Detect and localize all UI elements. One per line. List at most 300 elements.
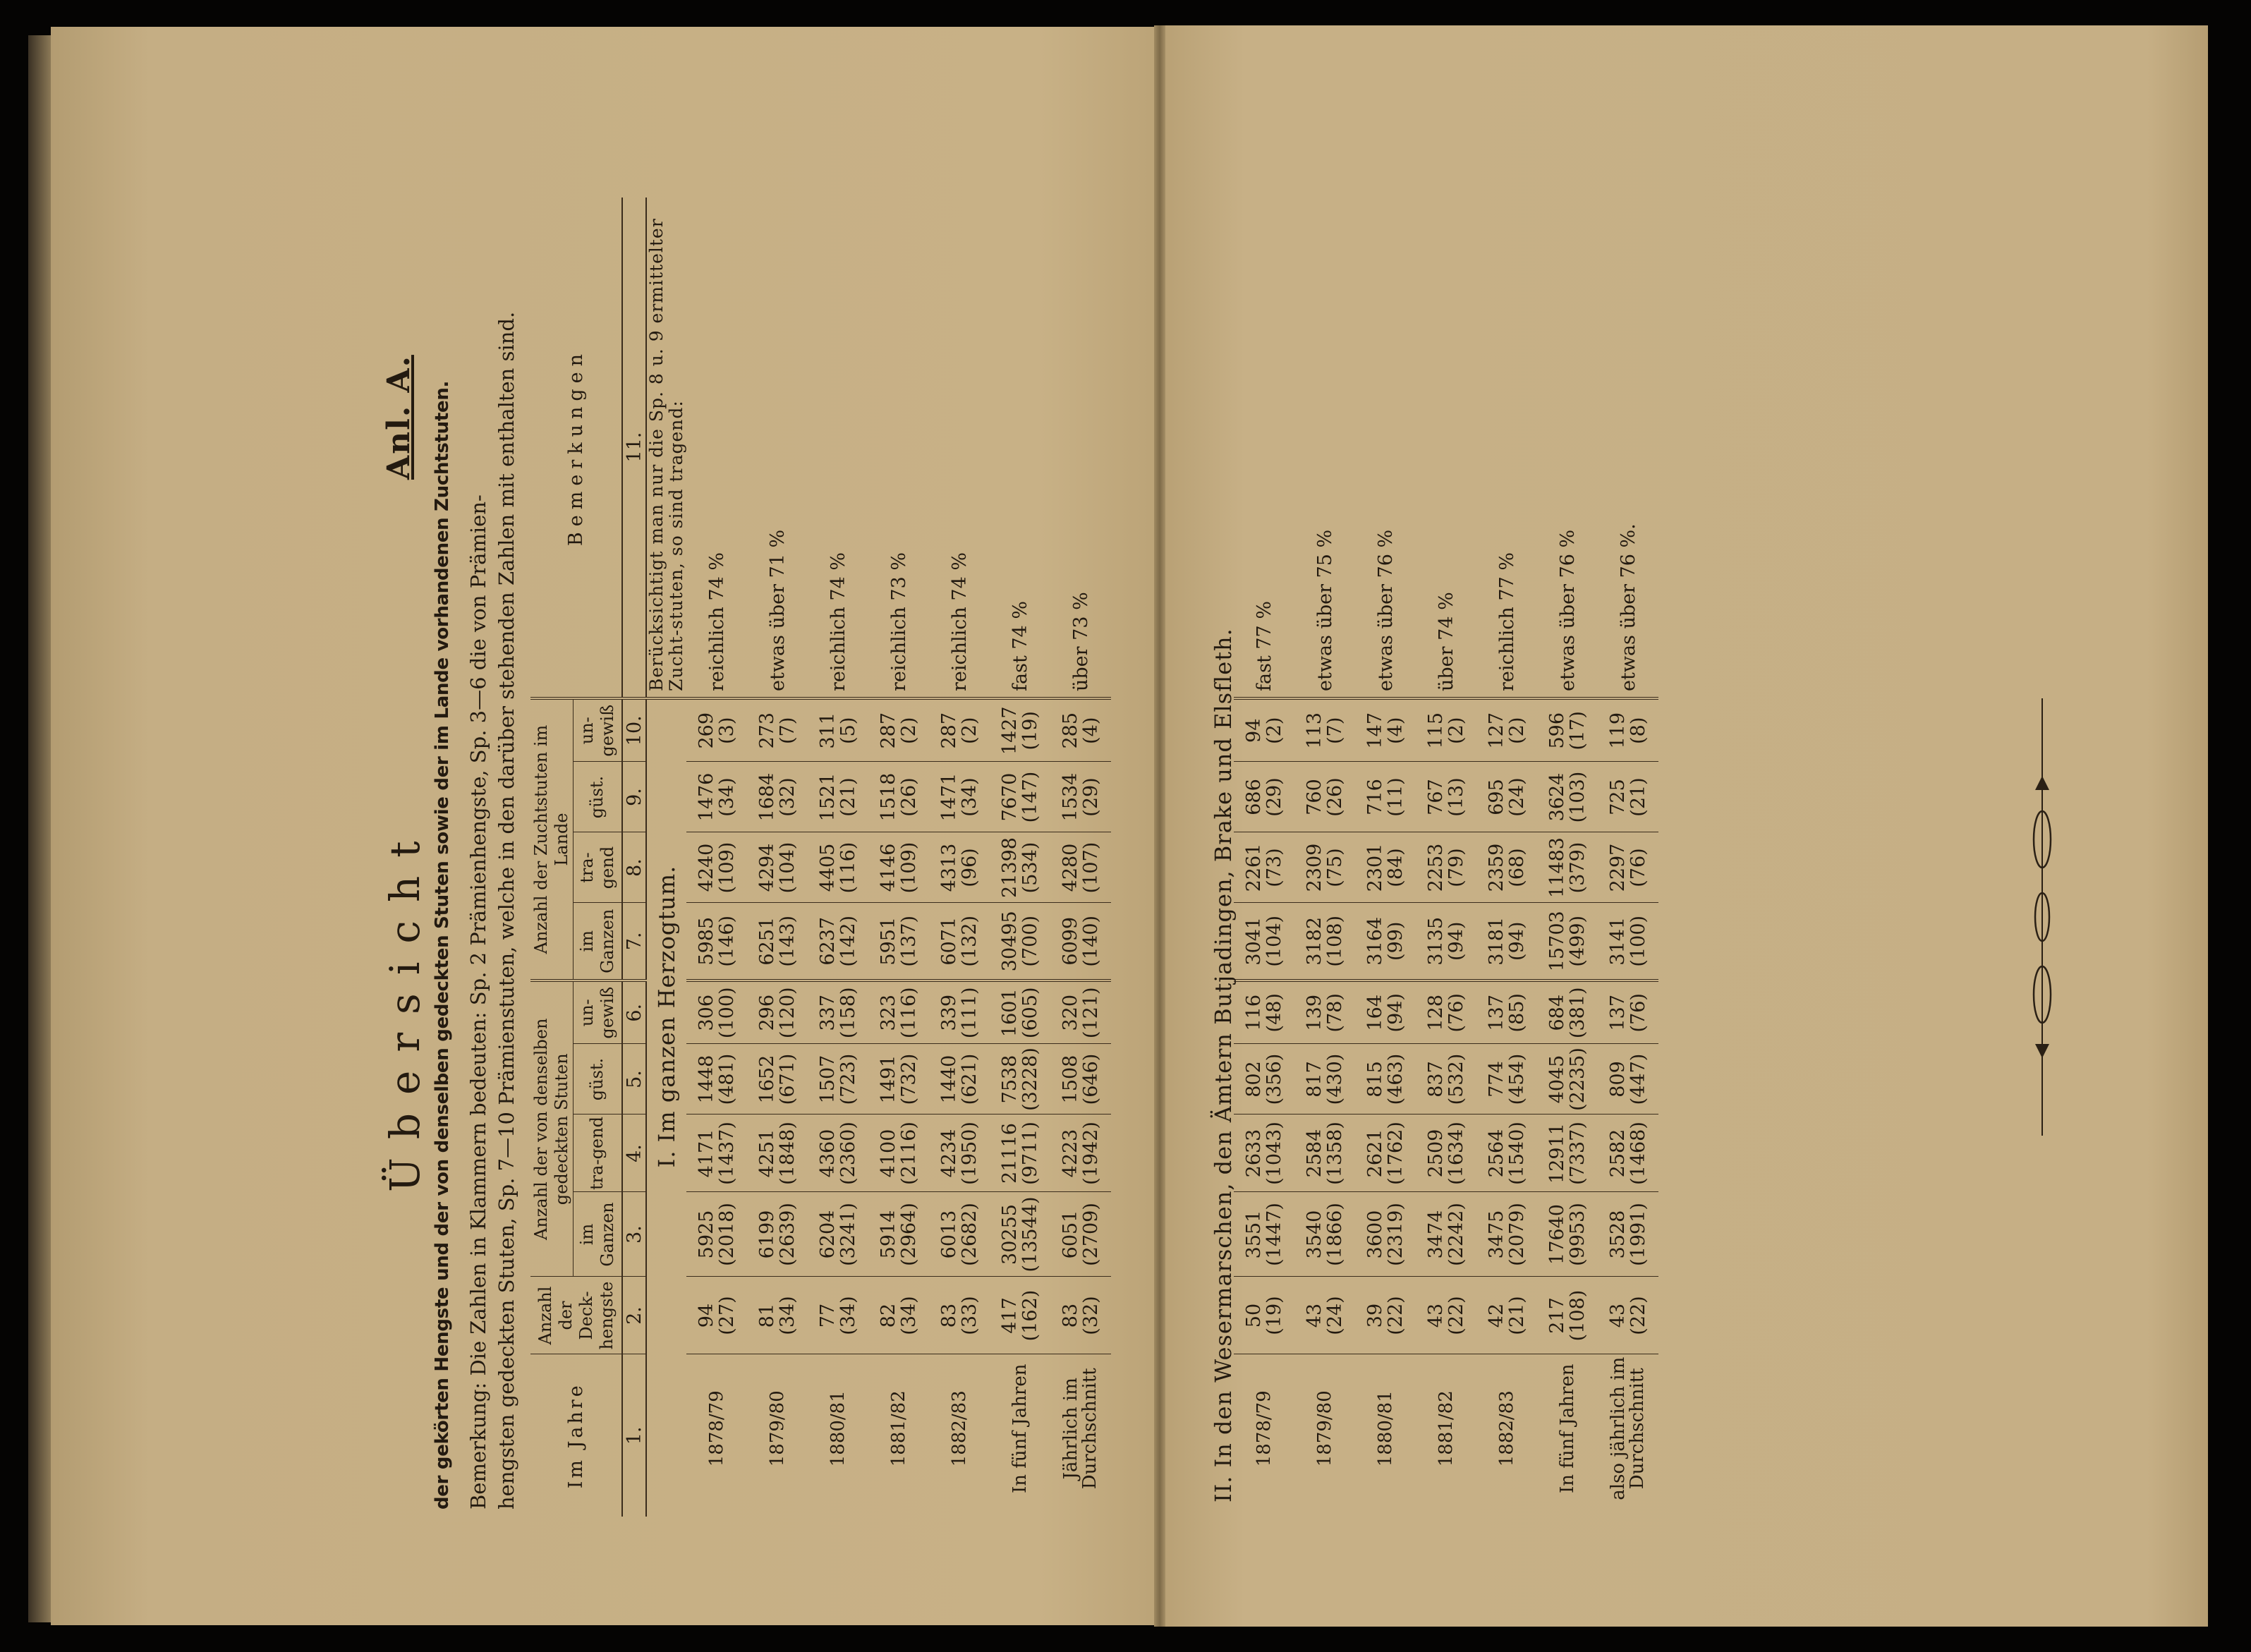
cell-premium-value: (108): [1324, 915, 1346, 967]
cell-col-8: [1476, 832, 1537, 903]
table-row: [686, 198, 747, 1517]
cell-col-9: [747, 762, 808, 832]
cell-premium-value: (7): [777, 717, 799, 744]
cell-col-2: [1598, 1277, 1658, 1354]
row-year: In fünf Jahren: [1556, 1363, 1578, 1494]
cell-premium-value: (7337): [1567, 1122, 1589, 1185]
cell-value: 6071: [938, 916, 960, 966]
cell-premium-value: (1447): [1263, 1203, 1285, 1266]
cell-col-7: [808, 903, 868, 980]
cell-value: 3528: [1607, 1210, 1629, 1259]
cell-premium-value: (34): [837, 1296, 859, 1335]
cell-col-9: [1050, 762, 1111, 832]
cell-col-10: [929, 698, 990, 762]
cell-value: 273: [756, 712, 778, 749]
cell-value: 5951: [878, 916, 899, 966]
row-year: 1879/80: [766, 1390, 788, 1467]
cell-premium-value: (19): [1019, 711, 1041, 751]
remark-line-2: hengsten gedeckten Stuten, Sp. 7—10 Prämienstuten, welche in den darüber stehenden Zahlen mit enthalten sind.: [495, 311, 518, 1510]
cell-value: 7538: [999, 1055, 1021, 1104]
cell-value: 83: [1060, 1303, 1081, 1328]
cell-value: 774: [1486, 1061, 1507, 1098]
cell-col-3: [1294, 1192, 1355, 1277]
cell-premium-value: (104): [1263, 915, 1285, 967]
header-guest: güst.: [573, 1044, 622, 1115]
cell-col-6: [1537, 980, 1598, 1044]
cell-col-3: [1476, 1192, 1537, 1277]
cell-value: 809: [1607, 1061, 1629, 1098]
cell-premium-value: (75): [1324, 848, 1346, 887]
cell-value: 6199: [756, 1210, 778, 1259]
cell-premium-value: (2079): [1506, 1203, 1528, 1266]
header-im-jahre: Im Jahre: [530, 1354, 622, 1517]
cell-value: 21398: [999, 837, 1021, 898]
cell-premium-value: (111): [959, 987, 981, 1039]
cell-col-2: [1294, 1277, 1355, 1354]
cell-value: 12911: [1546, 1123, 1568, 1184]
cell-value: 1476: [696, 772, 717, 822]
cell-value: 311: [817, 712, 839, 749]
cell-col-7: [686, 903, 747, 980]
cell-premium-value: (499): [1567, 915, 1589, 967]
cell-premium-value: (534): [1019, 842, 1041, 894]
cell-col-7: [1598, 903, 1658, 980]
cell-value: 164: [1364, 994, 1386, 1031]
cell-premium-value: (116): [837, 842, 859, 894]
cell-value: 42: [1486, 1303, 1507, 1328]
cell-value: 837: [1425, 1061, 1447, 1098]
table-row: [1416, 198, 1476, 1517]
cell-col-4: [686, 1115, 747, 1192]
table-row: [747, 198, 808, 1517]
row-year: Jährlich im Durchschnitt: [1060, 1368, 1100, 1490]
cell-value: 30495: [999, 911, 1021, 972]
cell-col-4: [1537, 1115, 1598, 1192]
cell-premium-value: (68): [1506, 848, 1528, 887]
column-numbers: [622, 198, 646, 1517]
cell-value: 5914: [878, 1210, 899, 1259]
cell-value: 113: [1304, 712, 1325, 749]
cell-value: 15703: [1546, 911, 1568, 972]
cell-col-5: [1050, 1044, 1111, 1115]
cell-value: 217: [1546, 1297, 1568, 1334]
cell-value: 5985: [696, 916, 717, 966]
cell-col-9: [1598, 762, 1658, 832]
cell-premium-value: (21): [1506, 1296, 1528, 1335]
row-remark: etwas über 76 %.: [1598, 198, 1658, 698]
col-num-3: 3.: [622, 1192, 646, 1277]
cell-value: 815: [1364, 1061, 1386, 1098]
cell-value: 1521: [817, 772, 839, 822]
cell-col-2: [1234, 1277, 1294, 1354]
cell-col-7: [1294, 903, 1355, 980]
cell-col-2: [1050, 1277, 1111, 1354]
cell-premium-value: (3228): [1019, 1047, 1041, 1111]
cell-value: 287: [878, 712, 899, 749]
cell-premium-value: (17): [1567, 711, 1589, 751]
cell-premium-value: (2709): [1080, 1203, 1102, 1266]
cell-premium-value: (11): [1385, 777, 1407, 817]
cell-premium-value: (158): [837, 987, 859, 1039]
cell-col-4: [1234, 1115, 1294, 1192]
cell-col-9: [1294, 762, 1355, 832]
cell-value: 1652: [756, 1055, 778, 1104]
cell-premium-value: (646): [1080, 1053, 1102, 1105]
cell-value: 4223: [1060, 1129, 1081, 1178]
section-row: [646, 198, 686, 1517]
cell-premium-value: (109): [898, 842, 920, 894]
section-title-wesermarsch: II. In den Wesermarschen, den Ämtern Butjadingen, Brake und Elsfleth.: [1210, 628, 1237, 1502]
cell-value: 21116: [999, 1123, 1021, 1184]
cell-value: 296: [756, 994, 778, 1031]
cell-col-6: [868, 980, 929, 1044]
cell-value: 30255: [999, 1204, 1021, 1265]
cell-premium-value: (2242): [1445, 1203, 1467, 1266]
cell-premium-value: (1634): [1445, 1122, 1467, 1185]
table-row: [1355, 198, 1416, 1517]
col-num-6: 6.: [622, 980, 646, 1044]
cell-value: 287: [938, 712, 960, 749]
cell-value: 323: [878, 994, 899, 1031]
cell-value: 817: [1304, 1061, 1325, 1098]
cell-col-4: [1050, 1115, 1111, 1192]
cell-col-10: [1234, 698, 1294, 762]
header-tragend: tra-gend: [573, 1115, 622, 1192]
cell-col-9: [1355, 762, 1416, 832]
cell-premium-value: (24): [1324, 1296, 1346, 1335]
cell-premium-value: (454): [1506, 1053, 1528, 1105]
cell-col-7: [747, 903, 808, 980]
cell-col-2: [1476, 1277, 1537, 1354]
table-row: [1050, 198, 1111, 1517]
cell-premium-value: (2116): [898, 1122, 920, 1185]
cell-value: 3141: [1607, 916, 1629, 966]
cell-value: 269: [696, 712, 717, 749]
cell-value: 306: [696, 994, 717, 1031]
cell-value: 82: [878, 1303, 899, 1328]
cell-col-10: [1294, 698, 1355, 762]
cell-premium-value: (21): [837, 777, 859, 817]
cell-premium-value: (700): [1019, 915, 1041, 967]
cell-col-2: [1537, 1277, 1598, 1354]
cell-col-5: [1355, 1044, 1416, 1115]
cell-col-8: [1537, 832, 1598, 903]
cell-col-10: [1537, 698, 1598, 762]
cell-premium-value: (22): [1627, 1296, 1649, 1335]
cell-value: 1440: [938, 1055, 960, 1104]
cell-value: 4313: [938, 843, 960, 892]
cell-premium-value: (1991): [1627, 1203, 1649, 1266]
cell-premium-value: (29): [1080, 777, 1102, 817]
cell-value: 725: [1607, 779, 1629, 815]
cell-value: 3474: [1425, 1210, 1447, 1259]
cell-col-5: [686, 1044, 747, 1115]
cell-value: 2621: [1364, 1129, 1386, 1178]
cell-col-6: [1294, 980, 1355, 1044]
cell-value: 4294: [756, 843, 778, 892]
cell-value: 2582: [1607, 1129, 1629, 1178]
cell-value: 1601: [999, 988, 1021, 1038]
row-remark: reichlich 77 %: [1476, 198, 1537, 698]
table-row: [1234, 198, 1294, 1517]
cell-premium-value: (5): [837, 717, 859, 744]
annex-label: Anl. A.: [381, 355, 417, 480]
cell-premium-value: (2): [959, 717, 981, 744]
cell-col-7: [1476, 903, 1537, 980]
cell-premium-value: (76): [1445, 993, 1467, 1033]
table-row: [929, 198, 990, 1517]
right-table-body: [1234, 198, 1658, 1517]
cell-premium-value: (132): [959, 915, 981, 967]
cell-col-8: [1598, 832, 1658, 903]
cell-value: 3600: [1364, 1210, 1386, 1259]
cell-col-8: [1234, 832, 1294, 903]
cell-value: 50: [1243, 1303, 1265, 1328]
col-num-10: 10.: [622, 698, 646, 762]
cell-premium-value: (85): [1506, 993, 1528, 1033]
cell-premium-value: (120): [777, 987, 799, 1039]
cell-premium-value: (94): [1506, 921, 1528, 961]
cell-value: 4146: [878, 843, 899, 892]
cell-value: 2261: [1243, 843, 1265, 892]
cell-col-2: [929, 1277, 990, 1354]
cell-value: 5925: [696, 1210, 717, 1259]
cell-col-7: [1416, 903, 1476, 980]
cell-value: 39: [1364, 1303, 1386, 1328]
cell-premium-value: (447): [1627, 1053, 1649, 1105]
cell-value: 119: [1607, 712, 1629, 749]
cell-value: 3624: [1546, 772, 1568, 822]
cell-premium-value: (2639): [777, 1203, 799, 1266]
cell-value: 6251: [756, 916, 778, 966]
cell-value: 767: [1425, 779, 1447, 815]
cell-premium-value: (1043): [1263, 1122, 1285, 1185]
cell-col-6: [1355, 980, 1416, 1044]
cell-premium-value: (463): [1385, 1053, 1407, 1105]
cell-col-8: [1416, 832, 1476, 903]
row-remark: etwas über 75 %: [1294, 198, 1355, 698]
cell-premium-value: (2): [898, 717, 920, 744]
cell-premium-value: (2319): [1385, 1203, 1407, 1266]
cell-premium-value: (3241): [837, 1203, 859, 1266]
cell-col-2: [747, 1277, 808, 1354]
row-remark: über 74 %: [1416, 198, 1476, 698]
row-remark: fast 74 %: [990, 198, 1050, 698]
cell-premium-value: (9711): [1019, 1122, 1041, 1185]
cell-col-3: [990, 1192, 1050, 1277]
cell-value: 339: [938, 994, 960, 1031]
cell-col-4: [1355, 1115, 1416, 1192]
cell-premium-value: (1468): [1627, 1122, 1649, 1185]
cell-premium-value: (107): [1080, 842, 1102, 894]
cell-premium-value: (34): [959, 777, 981, 817]
cell-value: 2509: [1425, 1129, 1447, 1178]
cell-premium-value: (2360): [837, 1122, 859, 1185]
cell-col-9: [1416, 762, 1476, 832]
cell-value: 17640: [1546, 1204, 1568, 1265]
cell-value: 3540: [1304, 1210, 1325, 1259]
cell-premium-value: (605): [1019, 987, 1041, 1039]
cell-value: 2301: [1364, 843, 1386, 892]
cell-col-9: [929, 762, 990, 832]
cell-premium-value: (34): [716, 777, 738, 817]
cell-value: 81: [756, 1303, 778, 1328]
left-page-content: [381, 190, 1171, 1517]
cell-premium-value: (32): [777, 777, 799, 817]
cell-premium-value: (33): [959, 1296, 981, 1335]
cell-premium-value: (79): [1445, 848, 1467, 887]
cell-premium-value: (2): [1506, 717, 1528, 744]
cell-value: 43: [1425, 1303, 1447, 1328]
cell-premium-value: (19): [1263, 1296, 1285, 1335]
cell-premium-value: (2): [1263, 717, 1285, 744]
table-row: [1537, 198, 1598, 1517]
table-row: [1476, 198, 1537, 1517]
cell-value: 3181: [1486, 916, 1507, 966]
row-remark: reichlich 74 %: [808, 198, 868, 698]
cell-value: 4045: [1546, 1055, 1568, 1104]
cell-col-6: [1598, 980, 1658, 1044]
cell-col-10: [1050, 698, 1111, 762]
cell-col-8: [686, 832, 747, 903]
cell-premium-value: (2682): [959, 1203, 981, 1266]
cell-value: 2297: [1607, 843, 1629, 892]
cell-premium-value: (94): [1445, 921, 1467, 961]
cell-col-5: [1476, 1044, 1537, 1115]
cell-col-4: [1598, 1115, 1658, 1192]
cell-premium-value: (142): [837, 915, 859, 967]
cell-col-3: [1537, 1192, 1598, 1277]
header-bemerkungen: Bemerkungen: [530, 198, 622, 698]
cell-col-3: [1234, 1192, 1294, 1277]
cell-value: 1508: [1060, 1055, 1081, 1104]
row-year: 1878/79: [705, 1390, 727, 1467]
cell-col-7: [1355, 903, 1416, 980]
cell-col-6: [1050, 980, 1111, 1044]
cell-premium-value: (2235): [1567, 1047, 1589, 1111]
cell-col-5: [1416, 1044, 1476, 1115]
cell-col-5: [868, 1044, 929, 1115]
cell-value: 3164: [1364, 916, 1386, 966]
cell-value: 3135: [1425, 916, 1447, 966]
cell-col-4: [1416, 1115, 1476, 1192]
cell-premium-value: (137): [898, 915, 920, 967]
cell-premium-value: (356): [1263, 1053, 1285, 1105]
table-row: [990, 198, 1050, 1517]
row-remark: fast 77 %: [1234, 198, 1294, 698]
cell-premium-value: (48): [1263, 993, 1285, 1033]
cell-premium-value: (94): [1385, 993, 1407, 1033]
cell-col-7: [1537, 903, 1598, 980]
cell-value: 128: [1425, 994, 1447, 1031]
cell-col-9: [1537, 762, 1598, 832]
cell-premium-value: (146): [716, 915, 738, 967]
cell-value: 11483: [1546, 837, 1568, 898]
cell-col-6: [686, 980, 747, 1044]
cell-col-9: [1476, 762, 1537, 832]
cell-premium-value: (379): [1567, 842, 1589, 894]
cell-premium-value: (24): [1506, 777, 1528, 817]
cell-value: 4240: [696, 843, 717, 892]
cell-premium-value: (27): [716, 1296, 738, 1335]
cell-premium-value: (162): [1019, 1289, 1041, 1342]
stallion-table-wesermarsch: [1210, 198, 1658, 1517]
cell-premium-value: (1437): [716, 1122, 738, 1185]
cell-value: 1507: [817, 1055, 839, 1104]
ornament-divider: [2021, 698, 2063, 1136]
row-remark: etwas über 71 %: [747, 198, 808, 698]
intro-remark: Berücksichtigt man nur die Sp. 8 u. 9 ermittelter Zucht-stuten, so sind tragend:: [646, 198, 686, 698]
header-guest-2: güst.: [573, 762, 622, 832]
header-deckhengste: Anzahl der Deck-hengste: [530, 1277, 622, 1354]
row-year: 1879/80: [1313, 1390, 1335, 1467]
cell-col-10: [747, 698, 808, 762]
header-tragend-2: tra-gend: [573, 832, 622, 903]
cell-value: 137: [1607, 994, 1629, 1031]
table-row: [1294, 198, 1355, 1517]
cell-col-8: [929, 832, 990, 903]
cell-premium-value: (96): [959, 848, 981, 887]
cell-premium-value: (1762): [1385, 1122, 1407, 1185]
cell-premium-value: (22): [1445, 1296, 1467, 1335]
cell-premium-value: (9953): [1567, 1203, 1589, 1266]
cell-value: 4100: [878, 1129, 899, 1178]
cell-col-5: [1598, 1044, 1658, 1115]
row-year: also jährlich im Durchschnitt: [1608, 1356, 1648, 1500]
cell-premium-value: (34): [777, 1296, 799, 1335]
header-ungewiss-2: un-gewiß: [573, 698, 622, 762]
cell-col-8: [1355, 832, 1416, 903]
cell-premium-value: (2964): [898, 1203, 920, 1266]
col-num-1: 1.: [622, 1354, 646, 1517]
cell-col-2: [990, 1277, 1050, 1354]
cell-col-10: [1355, 698, 1416, 762]
col-num-4: 4.: [622, 1115, 646, 1192]
cell-value: 1684: [756, 772, 778, 822]
cell-premium-value: (1942): [1080, 1122, 1102, 1185]
cell-col-6: [1476, 980, 1537, 1044]
cell-value: 94: [696, 1303, 717, 1328]
cell-premium-value: (430): [1324, 1053, 1346, 1105]
header-group-zuchtstuten: Anzahl der Zuchtstuten im Lande: [530, 698, 573, 980]
cell-value: 43: [1304, 1303, 1325, 1328]
table-row: [1598, 198, 1658, 1517]
cell-col-3: [1050, 1192, 1111, 1277]
cell-col-4: [808, 1115, 868, 1192]
cell-value: 3551: [1243, 1210, 1265, 1259]
cell-value: 3182: [1304, 916, 1325, 966]
cell-value: 2633: [1243, 1129, 1265, 1178]
cell-col-6: [1416, 980, 1476, 1044]
cell-premium-value: (7): [1324, 717, 1346, 744]
cell-value: 1534: [1060, 772, 1081, 822]
row-remark: reichlich 73 %: [868, 198, 929, 698]
cell-col-9: [1234, 762, 1294, 832]
cell-col-9: [868, 762, 929, 832]
cell-col-6: [747, 980, 808, 1044]
cell-premium-value: (73): [1263, 848, 1285, 887]
cell-col-2: [686, 1277, 747, 1354]
cell-premium-value: (4): [1080, 717, 1102, 744]
cell-value: 2584: [1304, 1129, 1325, 1178]
cell-value: 115: [1425, 712, 1447, 749]
cell-col-4: [990, 1115, 1050, 1192]
cell-value: 77: [817, 1303, 839, 1328]
table-row: [868, 198, 929, 1517]
cell-value: 695: [1486, 779, 1507, 815]
cell-value: 139: [1304, 994, 1325, 1031]
row-year: In fünf Jahren: [1009, 1363, 1031, 1494]
